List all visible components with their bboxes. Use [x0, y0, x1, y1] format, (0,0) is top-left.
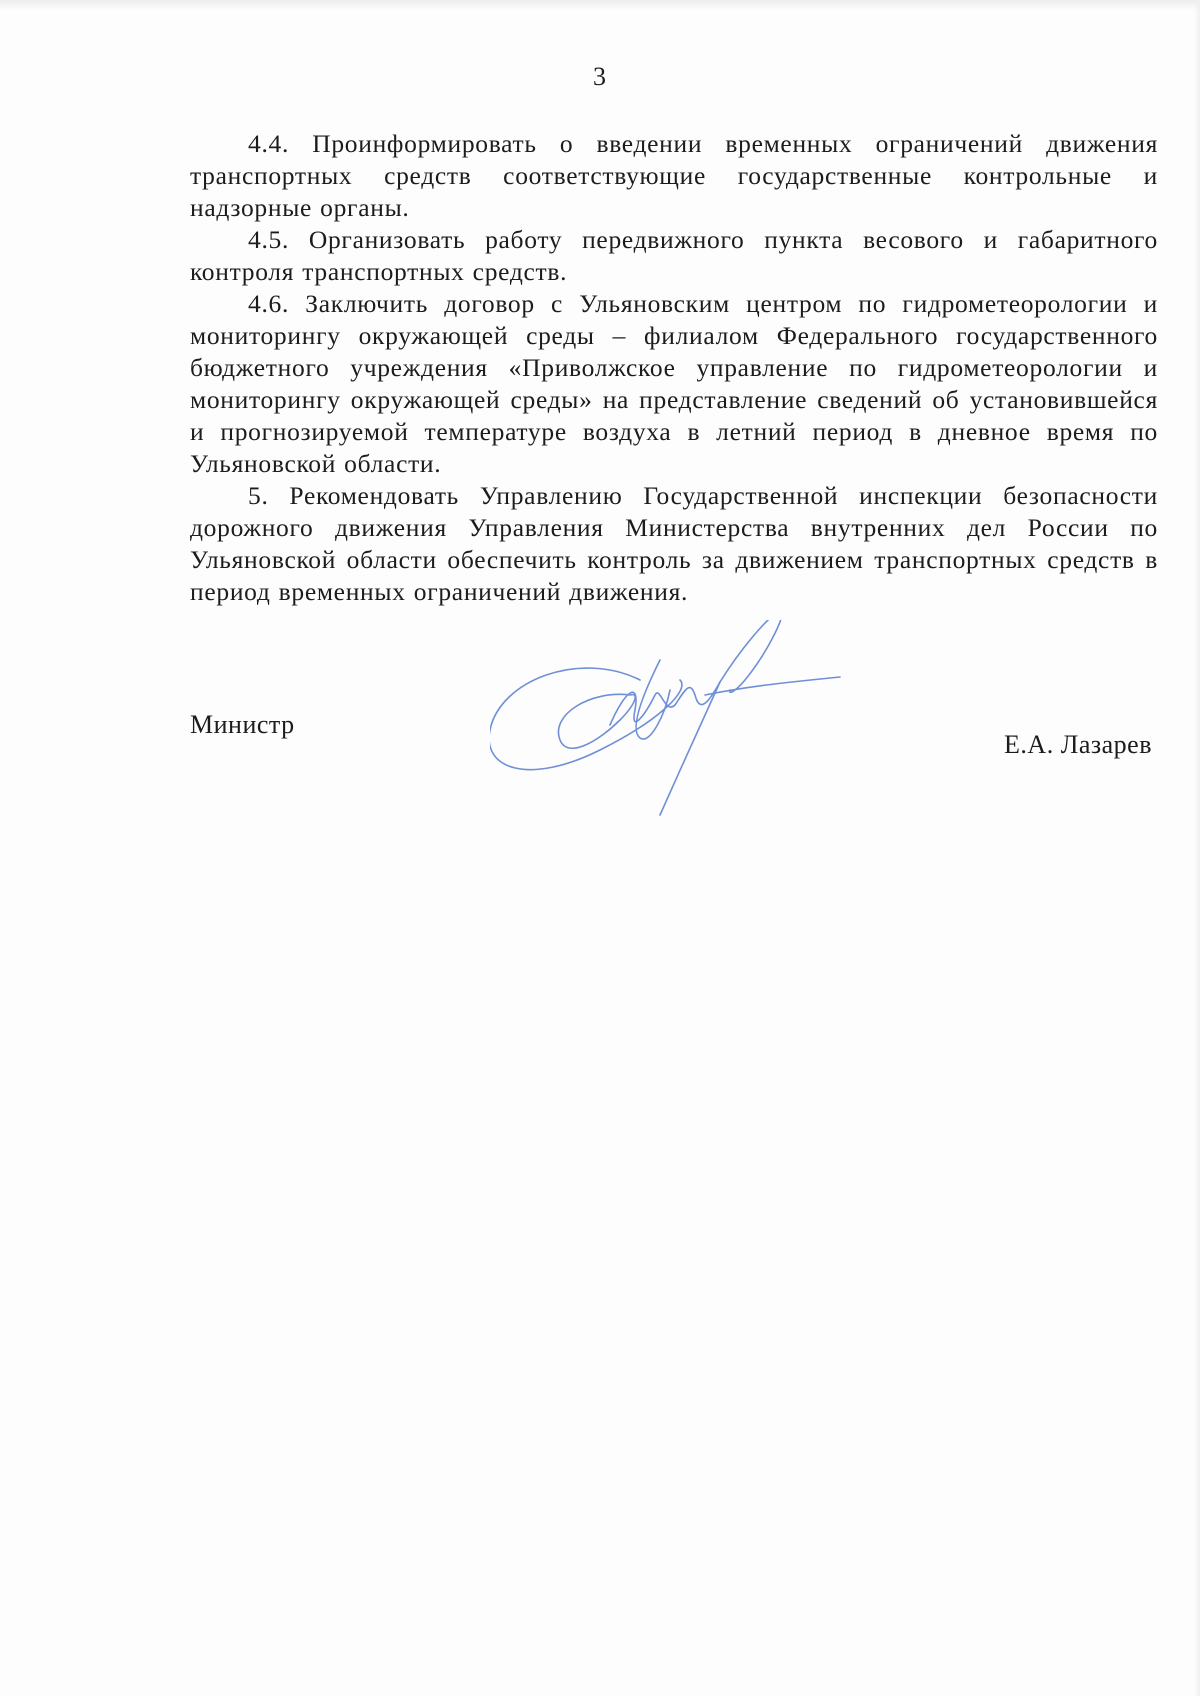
paragraph-4-4: 4.4. Проинформировать о введении временных ограничений движения транспортных средств соответствующие государственные контрольные и надзорные органы. [190, 129, 1158, 222]
document-body [190, 128, 1158, 608]
handwritten-signature [490, 620, 870, 840]
scan-edge-right [1194, 0, 1200, 1696]
scan-edge-top [0, 0, 1200, 10]
page-number: 3 [593, 62, 607, 91]
paragraph-5: 5. Рекомендовать Управлению Государственной инспекции безопасности дорожного движения Управления Министерства внутренних дел России по Ульяновской области обеспечить контроль за движением транспортных средств в период временных ограничений движения. [190, 481, 1158, 606]
signatory-name: Е.А. Лазарев [1004, 730, 1152, 759]
paragraph-4-6: 4.6. Заключить договор с Ульяновским центром по гидрометеорологии и мониторингу окружающей среды – филиалом Федерального государственного бюджетного учреждения «Приволжское управление по гидрометеорологии и мониторингу окружающей среды» на представление сведений об установившейся и прогнозируемой температуре воздуха в летний период в дневное время по Ульяновской области. [190, 289, 1158, 478]
signatory-title: Министр [190, 710, 295, 739]
paragraph-4-5: 4.5. Организовать работу передвижного пункта весового и габаритного контроля транспортных средств. [190, 225, 1158, 286]
